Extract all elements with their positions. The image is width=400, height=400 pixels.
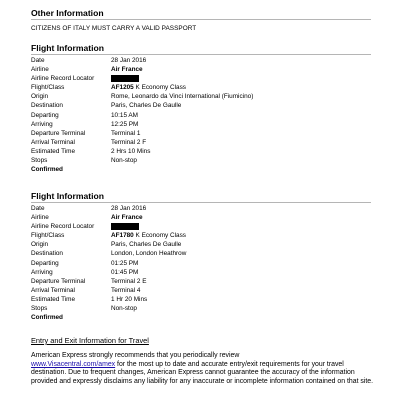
detail-row-flight-class [31, 83, 371, 92]
advisory-intro: American Express strongly recommends that you periodically review [31, 352, 240, 359]
flight-number: AF1780 [111, 232, 134, 240]
detail-value: Air France [111, 66, 143, 74]
detail-row-origin [31, 240, 371, 249]
detail-value: 12:25 PM [111, 120, 139, 128]
passport-notice: CITIZENS OF ITALY MUST CARRY A VALID PASSPORT [31, 25, 197, 32]
entry-exit-advisory [31, 352, 376, 386]
detail-row-stops [31, 304, 371, 313]
detail-label: Arrival Terminal [31, 138, 75, 146]
detail-label: Departure Terminal [31, 129, 86, 137]
detail-row-record-locator [31, 222, 371, 231]
detail-row-airline [31, 65, 371, 74]
detail-label: Date [31, 205, 45, 212]
detail-value: Terminal 2 E [111, 277, 147, 285]
detail-row-flight-class [31, 231, 371, 240]
detail-row-stops [31, 156, 371, 165]
detail-value: Paris, Charles De Gaulle [111, 241, 182, 249]
detail-label: Flight/Class [31, 232, 65, 240]
detail-value: 2 Hrs 10 Mins [111, 147, 151, 155]
detail-row-departure-terminal [31, 277, 371, 286]
detail-row-arriving [31, 120, 371, 129]
detail-row-airline [31, 213, 371, 222]
detail-label: Airline Record Locator [31, 75, 95, 83]
flight-number: AF1205 [111, 84, 134, 92]
detail-value: London, London Heathrow [111, 250, 187, 258]
detail-value: Non-stop [111, 157, 137, 165]
detail-row-arrival-terminal [31, 286, 371, 295]
detail-label: Stops [31, 305, 48, 313]
detail-value: Terminal 2 F [111, 138, 147, 146]
redacted-record-locator [111, 75, 139, 82]
travel-class: K Economy Class [135, 84, 186, 92]
detail-row-date [31, 204, 371, 213]
detail-row-departing [31, 111, 371, 120]
detail-row-record-locator [31, 74, 371, 83]
flight-information-heading-2: Flight Information [31, 191, 371, 203]
detail-label: Destination [31, 102, 63, 110]
visacentral-link[interactable]: www.Visacentral.com/amex [31, 360, 116, 368]
detail-value: Paris, Charles De Gaulle [111, 102, 182, 110]
detail-value: Air France [111, 214, 143, 222]
booking-status [31, 165, 371, 174]
detail-label: Departing [31, 111, 59, 119]
detail-label: Estimated Time [31, 295, 76, 303]
flight-details-1 [31, 56, 371, 174]
detail-label: Airline Record Locator [31, 223, 95, 231]
detail-value: 1 Hr 20 Mins [111, 295, 148, 303]
detail-label: Arriving [31, 120, 53, 128]
detail-label: Origin [31, 93, 49, 101]
booking-status [31, 313, 371, 322]
redacted-record-locator [111, 223, 139, 230]
detail-value: 28 Jan 2016 [111, 57, 147, 64]
detail-label: Arrival Terminal [31, 286, 75, 294]
detail-value: 10:15 AM [111, 111, 139, 119]
flight-information-heading-1: Flight Information [31, 43, 371, 55]
detail-label: Arriving [31, 268, 53, 276]
advisory-body: for the most up to date and accurate entry/exit requirements for your travel destination. Due to frequent changes, American Express cannot guarantee the accuracy of the information provided and expressly disclaims any liability for any inaccurate or incomplete information contained on that site. [31, 360, 374, 385]
detail-label: Estimated Time [31, 147, 76, 155]
detail-value: Rome, Leonardo da Vinci International (Fiumicino) [111, 93, 254, 101]
entry-exit-heading: Entry and Exit Information for Travel [31, 336, 149, 345]
detail-row-date [31, 56, 371, 65]
detail-row-estimated-time [31, 147, 371, 156]
detail-row-arrival-terminal [31, 138, 371, 147]
flight-details-2 [31, 204, 371, 322]
detail-label: Date [31, 57, 45, 64]
detail-label: Departure Terminal [31, 277, 86, 285]
detail-label: Departing [31, 259, 59, 267]
detail-row-destination [31, 249, 371, 258]
detail-row-arriving [31, 268, 371, 277]
status-text: Confirmed [31, 166, 63, 174]
detail-label: Airline [31, 214, 49, 222]
detail-row-departing [31, 259, 371, 268]
travel-class: K Economy Class [135, 232, 186, 240]
detail-row-departure-terminal [31, 129, 371, 138]
detail-value: Terminal 4 [111, 286, 141, 294]
detail-value: 28 Jan 2016 [111, 205, 147, 212]
detail-value: 01:45 PM [111, 268, 139, 276]
detail-label: Airline [31, 66, 49, 74]
detail-label: Flight/Class [31, 84, 65, 92]
detail-value: Terminal 1 [111, 129, 141, 137]
detail-row-estimated-time [31, 295, 371, 304]
detail-value: 01:25 PM [111, 259, 139, 267]
detail-row-destination [31, 101, 371, 110]
status-text: Confirmed [31, 314, 63, 322]
detail-value: Non-stop [111, 305, 137, 313]
detail-label: Destination [31, 250, 63, 258]
detail-label: Origin [31, 241, 49, 249]
other-information-heading: Other Information [31, 8, 371, 20]
detail-row-origin [31, 92, 371, 101]
detail-label: Stops [31, 157, 48, 165]
